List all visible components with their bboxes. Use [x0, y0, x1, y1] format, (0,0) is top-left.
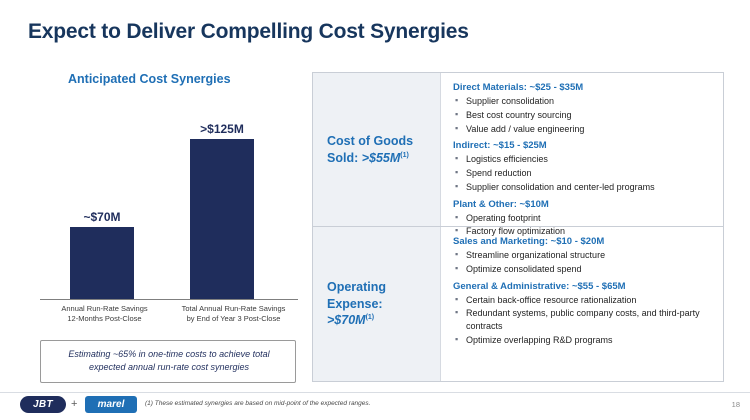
footer-divider — [0, 392, 750, 393]
opex-label-value: >$70M — [327, 313, 366, 328]
list-item: ▪ Supplier consolidation and center-led programs — [453, 181, 715, 194]
bar-chart-plot — [40, 100, 298, 300]
opex-label-footnote-marker: (1) — [365, 314, 375, 322]
group-bullet-list — [453, 294, 715, 347]
synergy-row-cogs-label — [313, 73, 441, 226]
group-bullet-list — [453, 249, 715, 276]
list-item: ▪ Redundant systems, public company costs, and third-party contracts — [453, 307, 715, 333]
group-bullet-list — [453, 212, 715, 239]
x-tick-label-2-line1: Total Annual Run-Rate Savings — [181, 304, 286, 313]
page-title: Expect to Deliver Compelling Cost Synergies — [28, 20, 469, 43]
synergy-detail-panel — [312, 72, 724, 382]
synergy-row-opex — [313, 227, 723, 381]
synergy-group-sales-marketing — [453, 236, 715, 276]
list-item: ▪ Spend reduction — [453, 167, 715, 180]
cogs-label-value: >$55M — [361, 150, 401, 165]
x-tick-label-2-line2: by End of Year 3 Post-Close — [186, 314, 281, 324]
list-item: ▪ Certain back-office resource rationalization — [453, 294, 715, 307]
footnote: (1) These estimated synergies are based on mid-point of the expected ranges. — [145, 400, 371, 407]
list-item: ▪ Supplier consolidation — [453, 95, 715, 108]
chart-panel — [28, 72, 300, 372]
synergy-row-opex-content — [441, 227, 723, 381]
group-bullet-list — [453, 95, 715, 135]
chart-title: Anticipated Cost Synergies — [68, 72, 231, 86]
list-item: ▪ Factory flow optimization — [453, 225, 715, 238]
list-item: ▪ Best cost country sourcing — [453, 109, 715, 122]
list-item: ▪ Operating footprint — [453, 212, 715, 225]
jbt-logo: JBT — [20, 396, 66, 413]
x-axis-line — [40, 299, 298, 300]
synergy-row-cogs — [313, 73, 723, 237]
chart-note: Estimating ~65% in one-time costs to achieve total expected annual run-rate cost synergies — [40, 340, 296, 383]
opex-label-line1: Operating — [327, 279, 387, 294]
synergy-group-plant-other — [453, 199, 715, 239]
synergy-row-cogs-content — [441, 73, 723, 237]
group-bullet-list — [453, 153, 715, 193]
group-heading: General & Administrative: ~$55 - $65M — [453, 280, 626, 292]
x-tick-label-2 — [169, 304, 298, 324]
group-heading: Plant & Other: ~$10M — [453, 198, 549, 210]
bar-data-label-2: >$125M — [200, 122, 244, 136]
list-item: ▪ Logistics efficiencies — [453, 153, 715, 166]
page-number: 18 — [731, 400, 740, 409]
bar-series-2 — [190, 139, 254, 299]
marel-logo: marel — [85, 396, 137, 413]
synergy-group-direct-materials — [453, 82, 715, 135]
bar-data-label-1: ~$70M — [83, 210, 121, 224]
x-tick-label-1-line2: 12-Months Post-Close — [67, 314, 142, 324]
cogs-label-line2: Sold: — [327, 150, 362, 165]
x-axis-tick-labels — [40, 304, 298, 324]
synergy-group-general-administrative — [453, 281, 715, 347]
synergy-row-opex-label — [313, 227, 441, 381]
list-item: ▪ Optimize consolidated spend — [453, 263, 715, 276]
synergy-group-indirect — [453, 140, 715, 193]
opex-label-line2: Expense: — [327, 296, 383, 311]
list-item: ▪ Streamline organizational structure — [453, 249, 715, 262]
plus-icon: + — [71, 398, 78, 410]
group-heading: Indirect: ~$15 - $25M — [453, 140, 547, 152]
cogs-label-footnote-marker: (1) — [400, 151, 409, 159]
cogs-label-line1: Cost of Goods — [327, 133, 414, 148]
list-item: ▪ Value add / value engineering — [453, 123, 715, 136]
group-heading: Sales and Marketing: ~$10 - $20M — [453, 236, 605, 247]
bar-series-1 — [70, 227, 134, 299]
x-tick-label-1-line1: Annual Run-Rate Savings — [61, 304, 148, 313]
x-tick-label-1 — [40, 304, 169, 324]
list-item: ▪ Optimize overlapping R&D programs — [453, 334, 715, 347]
group-heading: Direct Materials: ~$25 - $35M — [453, 82, 584, 93]
